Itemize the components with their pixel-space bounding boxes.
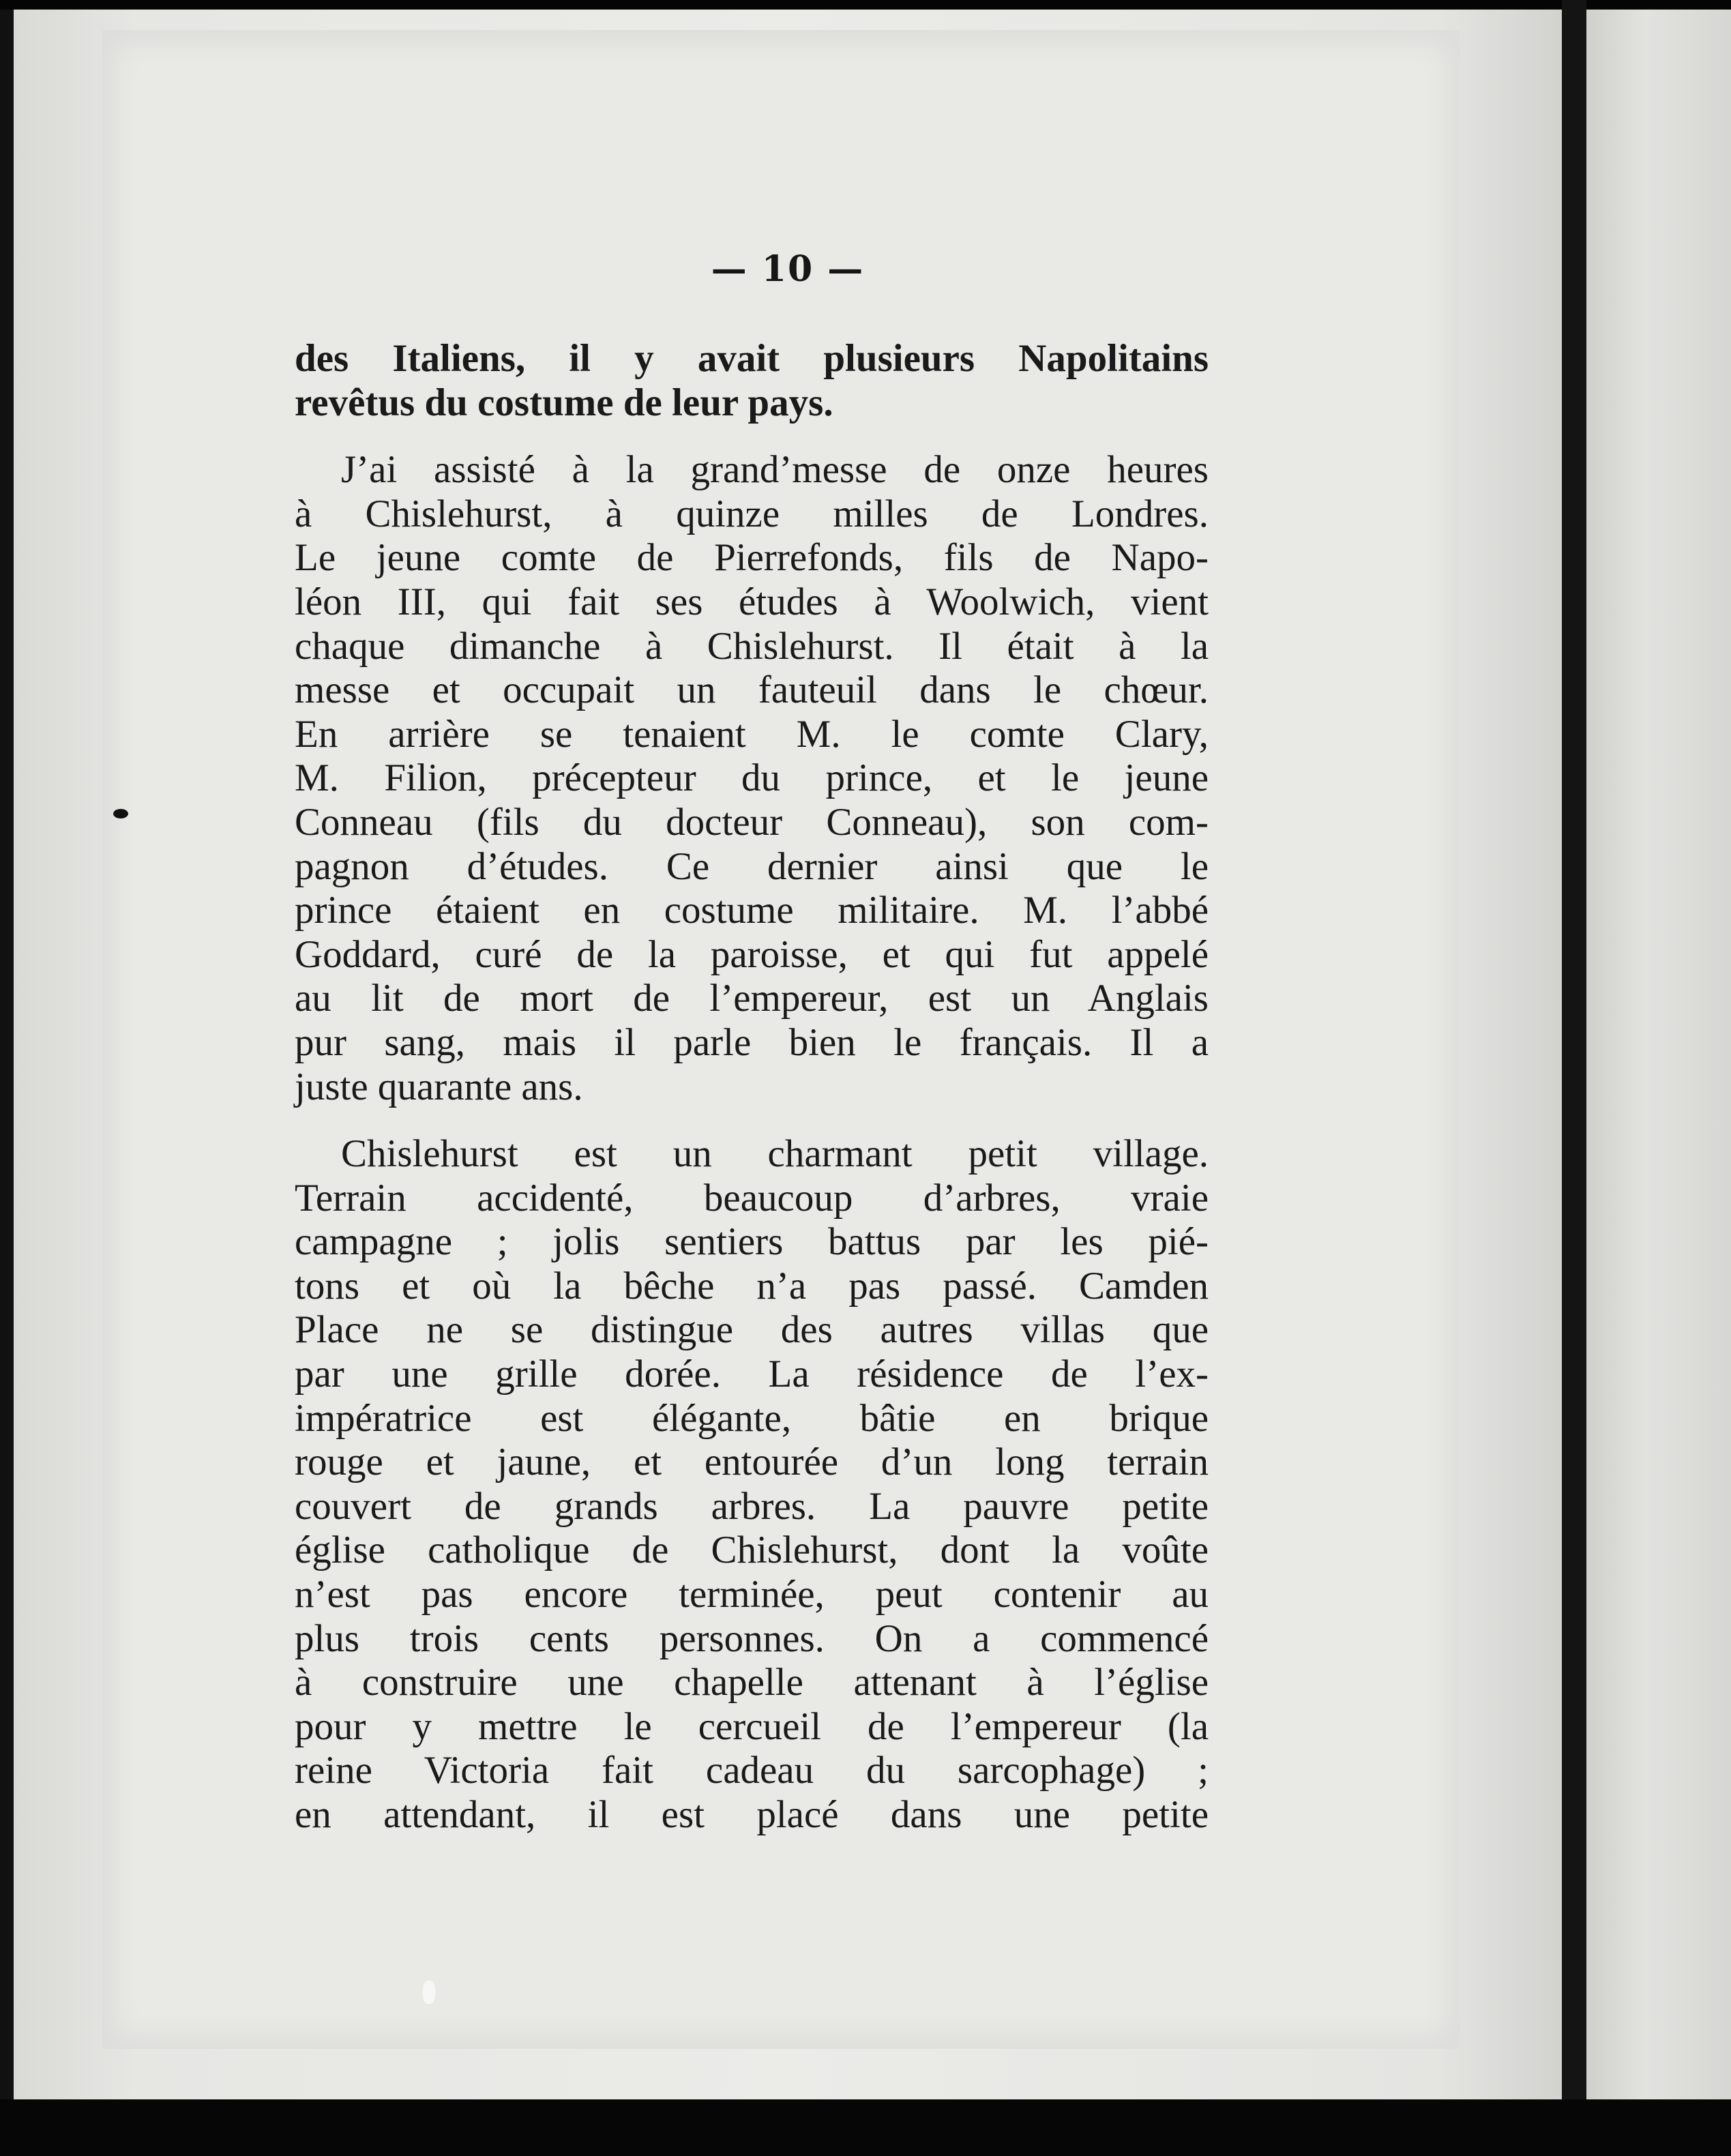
text-line: pour y mettre le cercueil de l’empereur (la — [295, 1704, 1209, 1748]
text-line: J’ai assisté à la grand’messe de onze heures — [341, 448, 1209, 492]
paragraph-3 — [295, 1132, 1209, 1837]
text-line: Goddard, curé de la paroisse, et qui fut appelé — [295, 932, 1209, 976]
paragraph-2 — [295, 448, 1209, 1109]
text-line: M. Filion, précepteur du prince, et le jeune — [295, 756, 1209, 800]
text-line: à Chislehurst, à quinze milles de Londres. — [295, 492, 1209, 535]
text-line: en attendant, il est placé dans une petite — [295, 1793, 1209, 1836]
book-gutter — [1562, 0, 1586, 2156]
text-line: par une grille dorée. La résidence de l’ex- — [295, 1353, 1209, 1396]
text-line: léon III, qui fait ses études à Woolwich, vient — [295, 580, 1209, 623]
paragraph-1 — [295, 337, 1209, 425]
text-line: revêtus du costume de leur pays. — [295, 381, 833, 424]
text-line: Chislehurst est un charmant petit village. — [341, 1132, 1209, 1176]
text-line: à construire une chapelle attenant à l’église — [295, 1661, 1209, 1704]
text-line: n’est pas encore terminée, peut contenir au — [295, 1573, 1209, 1616]
text-line: église catholique de Chislehurst, dont la voûte — [295, 1529, 1209, 1572]
text-line: campagne ; jolis sentiers battus par les pié- — [295, 1220, 1209, 1264]
book-page — [14, 10, 1562, 2099]
text-line: reine Victoria fait cadeau du sarcophage) ; — [295, 1749, 1209, 1792]
text-line: plus trois cents personnes. On a commencé — [295, 1616, 1209, 1660]
body-text — [295, 337, 1209, 1837]
scan-scratch — [423, 1981, 435, 2004]
text-line: Terrain accidenté, beaucoup d’arbres, vraie — [295, 1176, 1209, 1220]
text-line: prince étaient en costume militaire. M. l’abbé — [295, 889, 1209, 932]
scan-top-border — [0, 0, 1731, 10]
page-number: — 10 — — [711, 248, 865, 290]
text-line: couvert de grands arbres. La pauvre petite — [295, 1484, 1209, 1528]
text-line: impératrice est élégante, bâtie en brique — [295, 1396, 1209, 1440]
text-line: des Italiens, il y avait plusieurs Napolitains — [295, 337, 1209, 380]
text-line: Conneau (fils du docteur Conneau), son com- — [295, 800, 1209, 844]
text-line: pagnon d’études. Ce dernier ainsi que le — [295, 844, 1209, 888]
scan-bottom-border — [0, 2099, 1731, 2156]
text-line: Place ne se distingue des autres villas que — [295, 1308, 1209, 1352]
text-line: tons et où la bêche n’a pas passé. Camden — [295, 1264, 1209, 1308]
text-line: juste quarante ans. — [295, 1065, 583, 1108]
text-line: En arrière se tenaient M. le comte Clary, — [295, 712, 1209, 756]
text-line: chaque dimanche à Chislehurst. Il était à la — [295, 624, 1209, 668]
text-line: pur sang, mais il parle bien le français. Il a — [295, 1020, 1209, 1064]
ink-speck — [113, 809, 128, 818]
text-line: Le jeune comte de Pierrefonds, fils de Napo- — [295, 536, 1209, 580]
text-line: au lit de mort de l’empereur, est un Anglais — [295, 977, 1209, 1020]
facing-page-edge — [1586, 10, 1731, 2099]
text-line: rouge et jaune, et entourée d’un long terrain — [295, 1441, 1209, 1484]
text-line: messe et occupait un fauteuil dans le chœur. — [295, 668, 1209, 712]
